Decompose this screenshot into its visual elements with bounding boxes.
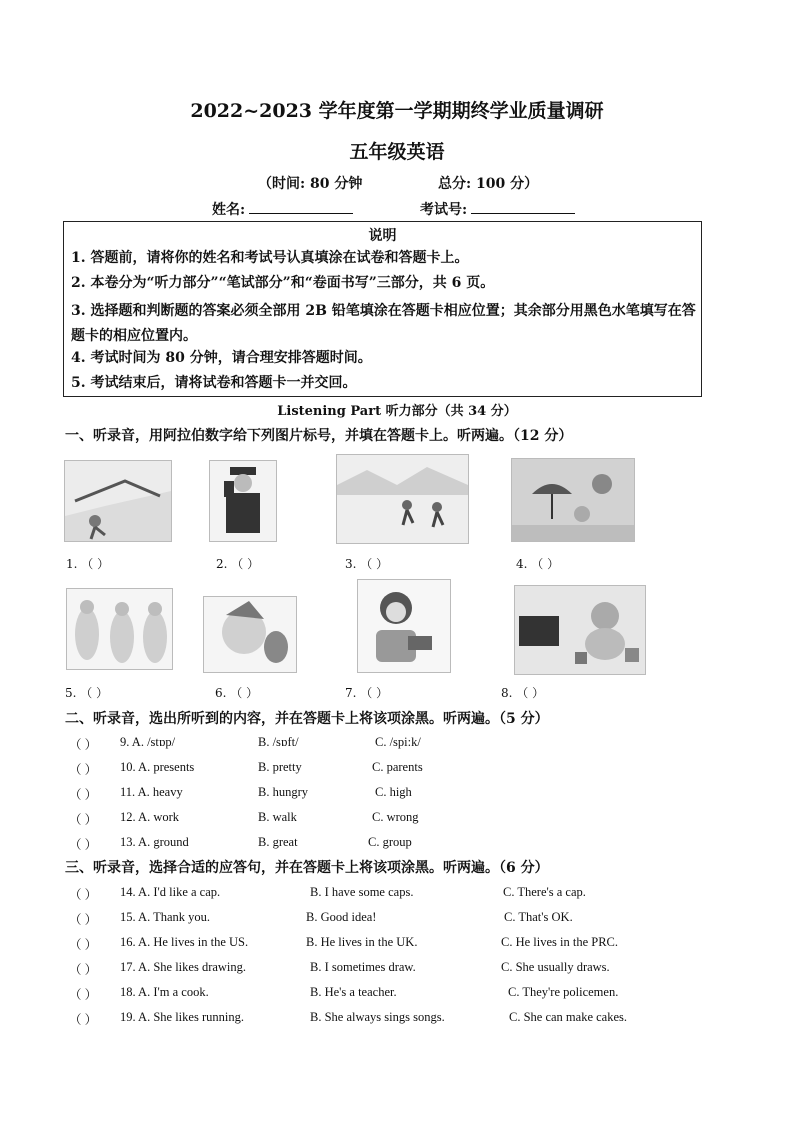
section-1-heading: 一、听录音，用阿拉伯数字给下列图片标号，并填在答题卡上。听两遍。（12 分）: [65, 428, 573, 444]
option-a: 16. A. He lives in the US.: [120, 935, 249, 949]
option-b: B. hungry: [258, 785, 308, 799]
option-a: 12. A. work: [120, 810, 180, 824]
picture-3: [336, 454, 469, 544]
picture-1: [64, 460, 172, 542]
option-c: C. He lives in the PRC.: [501, 935, 619, 949]
exam-title: 2022~2023 学年度第一学期期终学业质量调研: [190, 100, 604, 122]
option-c: C. That's OK.: [504, 910, 573, 924]
option-c: C. /spi:k/: [375, 735, 421, 749]
exam-number-field[interactable]: [420, 199, 575, 219]
option-a: 18. A. I'm a cook.: [120, 985, 209, 999]
option-c: C. group: [368, 835, 412, 849]
exam-number-label: 考试号:: [420, 202, 468, 218]
section-3-heading: 三、听录音，选择合适的应答句，并在答题卡上将该项涂黑。听两遍。（6 分）: [65, 860, 549, 876]
option-a: 19. A. She likes running.: [120, 1010, 244, 1024]
picture-label[interactable]: 6. （ ）: [215, 686, 259, 700]
answer-blank[interactable]: （ ）: [69, 1013, 98, 1027]
option-a: 11. A. heavy: [120, 785, 183, 799]
option-a: 15. A. Thank you.: [120, 910, 211, 924]
answer-blank[interactable]: （ ）: [69, 763, 98, 777]
exam-number-blank[interactable]: [471, 199, 575, 214]
exam-subtitle: 五年级英语: [349, 141, 445, 163]
instruction-item: 4. 考试时间为 80 分钟，请合理安排答题时间。: [71, 350, 372, 366]
answer-blank[interactable]: （ ）: [69, 938, 98, 952]
picture-4: [511, 458, 635, 542]
instruction-item: 5. 考试结束后，请将试卷和答题卡一并交回。: [71, 375, 357, 391]
instructions-heading: 说明: [368, 228, 397, 244]
option-b: B. /sɒft/: [258, 735, 299, 749]
skiing-picture-icon: [65, 461, 171, 541]
option-b: B. He lives in the UK.: [306, 935, 418, 949]
answer-blank[interactable]: （ ）: [69, 988, 98, 1002]
option-a: 14. A. I'd like a cap.: [120, 885, 221, 899]
option-b: B. I sometimes draw.: [310, 960, 416, 974]
answer-blank[interactable]: （ ）: [69, 963, 98, 977]
policeman-picture-icon: [210, 461, 276, 541]
answer-blank[interactable]: （ ）: [69, 913, 98, 927]
answer-blank[interactable]: （ ）: [69, 813, 98, 827]
picture-8: [514, 585, 646, 675]
picture-label[interactable]: 2. （ ）: [216, 557, 260, 571]
picture-label[interactable]: 4. （ ）: [516, 557, 560, 571]
answer-blank[interactable]: （ ）: [69, 788, 98, 802]
section-2-heading: 二、听录音，选出所听到的内容，并在答题卡上将该项涂黑。听两遍。（5 分）: [65, 711, 549, 727]
santa-sack-picture-icon: [204, 597, 296, 672]
woman-writing-picture-icon: [358, 580, 450, 672]
snow-play-picture-icon: [337, 455, 468, 543]
rain-umbrella-picture-icon: [512, 459, 634, 541]
option-a: 17. A. She likes drawing.: [120, 960, 247, 974]
listening-part-heading: Listening Part 听力部分（共 34 分）: [277, 404, 517, 419]
option-c: C. She usually draws.: [501, 960, 610, 974]
bears-picture-icon: [67, 589, 172, 669]
option-a: 10. A. presents: [120, 760, 195, 774]
option-b: B. She always sings songs.: [310, 1010, 445, 1024]
instruction-item: 3. 选择题和判断题的答案必须全部用 2B 铅笔填涂在答题卡相应位置；其余部分用黑色水笔填写在答题卡的相应位置内。: [71, 303, 696, 344]
option-c: C. She can make cakes.: [509, 1010, 628, 1024]
picture-label[interactable]: 1. （ ）: [66, 557, 110, 571]
answer-blank[interactable]: （ ）: [69, 838, 98, 852]
bear-toys-picture-icon: [515, 586, 645, 674]
exam-total-score: 总分: 100 分）: [438, 176, 539, 192]
option-b: B. great: [258, 835, 298, 849]
option-c: C. wrong: [372, 810, 419, 824]
picture-5: [66, 588, 173, 670]
answer-blank[interactable]: （ ）: [69, 738, 98, 752]
picture-2: [209, 460, 277, 542]
option-b: B. Good idea!: [306, 910, 377, 924]
picture-label[interactable]: 8. （ ）: [501, 686, 545, 700]
option-c: C. high: [375, 785, 412, 799]
picture-6: [203, 596, 297, 673]
picture-7: [357, 579, 451, 673]
option-b: B. walk: [258, 810, 297, 824]
option-b: B. He's a teacher.: [310, 985, 397, 999]
option-b: B. pretty: [258, 760, 302, 774]
option-b: B. I have some caps.: [310, 885, 414, 899]
name-label: 姓名:: [212, 202, 246, 218]
picture-label[interactable]: 7. （ ）: [345, 686, 389, 700]
instructions-box: [63, 221, 702, 397]
option-c: C. parents: [372, 760, 423, 774]
option-a: 9. A. /stɒp/: [120, 735, 176, 749]
instruction-item: 1. 答题前，请将你的姓名和考试号认真填涂在试卷和答题卡上。: [71, 250, 469, 266]
option-a: 13. A. ground: [120, 835, 189, 849]
option-c: C. There's a cap.: [503, 885, 586, 899]
answer-blank[interactable]: （ ）: [69, 888, 98, 902]
name-blank[interactable]: [249, 199, 353, 214]
instruction-item: 2. 本卷分为“听力部分”“笔试部分”和“卷面书写”三部分，共 6 页。: [71, 275, 495, 291]
picture-label[interactable]: 3. （ ）: [345, 557, 389, 571]
name-field[interactable]: [212, 199, 353, 219]
exam-time: （时间: 80 分钟: [258, 176, 363, 192]
option-c: C. They're policemen.: [508, 985, 619, 999]
picture-label[interactable]: 5. （ ）: [65, 686, 109, 700]
